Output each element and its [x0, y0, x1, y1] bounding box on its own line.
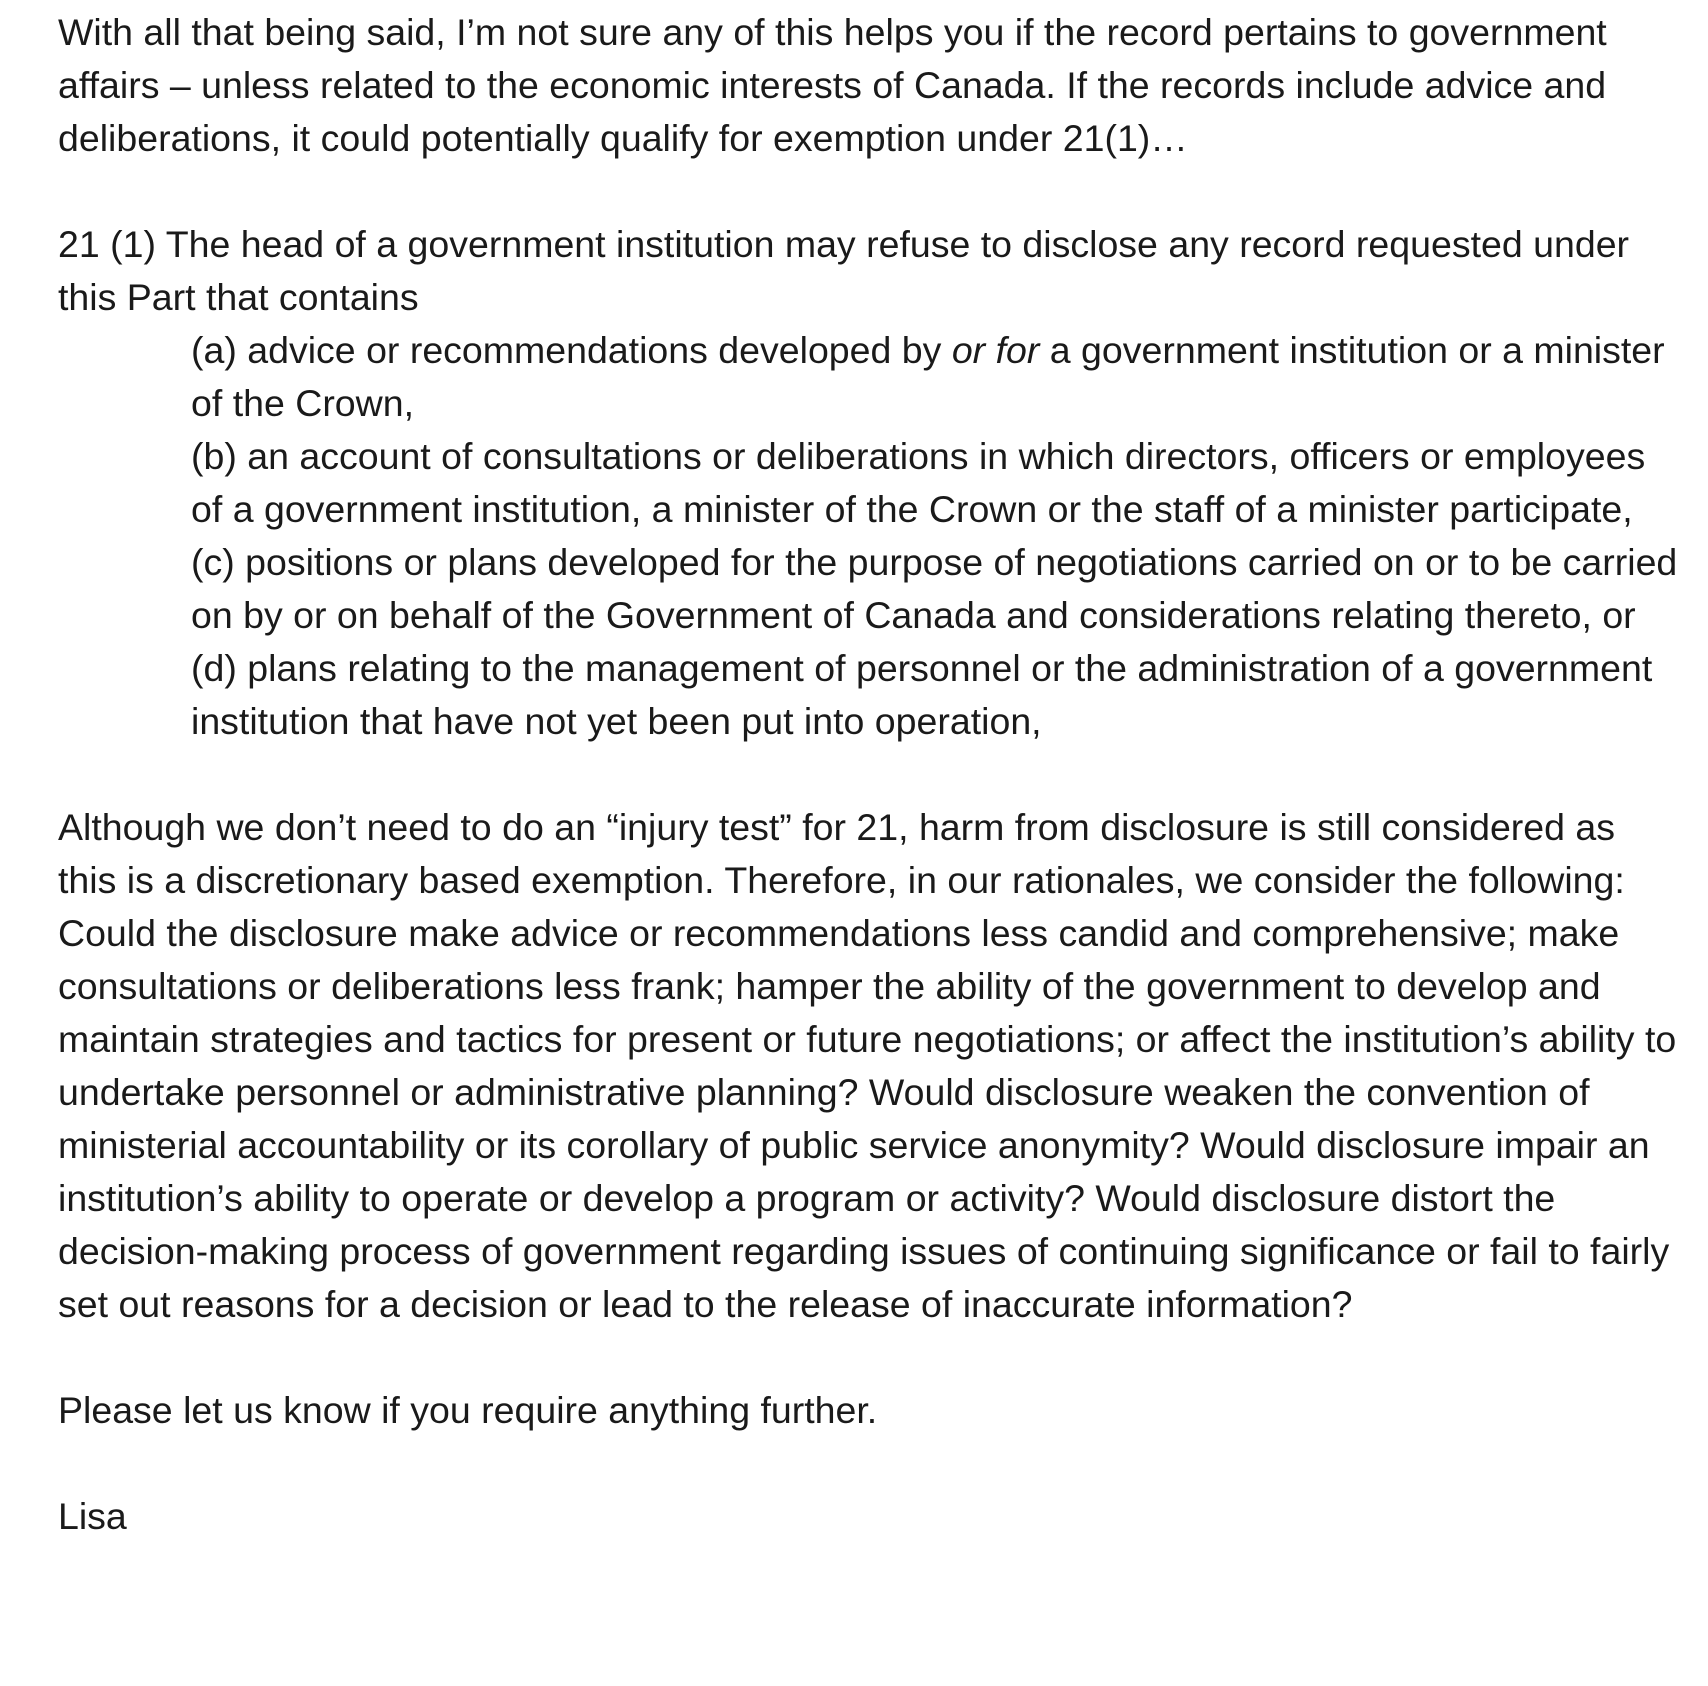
email-body [58, 6, 1678, 1543]
section-item-d: (d) plans relating to the management of personnel or the administration of a government institution that have not yet been put into operation, [191, 647, 1653, 742]
section-21-items [191, 324, 1678, 748]
intro-paragraph: With all that being said, I’m not sure any of this helps you if the record pertains to government affairs – unless related to the economic interests of Canada. If the records include advice and deliberations, it could potentially qualify for exemption under 21(1)… [58, 11, 1607, 159]
section-21-lead: 21 (1) The head of a government institution may refuse to disclose any record requested under this Part that contains [58, 223, 1630, 318]
closing-line: Please let us know if you require anything further. [58, 1389, 878, 1431]
spacer [58, 748, 1678, 801]
section-item-c: (c) positions or plans developed for the purpose of negotiations carried on or to be carried on by or on behalf of the Government of Canada and considerations relating thereto, or [191, 541, 1678, 636]
spacer [58, 165, 1678, 218]
discussion-paragraph: Although we don’t need to do an “injury test” for 21, harm from disclosure is still considered as this is a discretionary based exemption. Therefore, in our rationales, we consider the following: Could the disclosure make advice or recommendations less candid and comprehensive; make consultations or deliberations less frank; hamper the ability of the government to develop and maintain strategies and tactics for present or future negotiations; or affect the institution’s ability to undertake personnel or administrative planning? Would disclosure weaken the convention of ministerial accountability or its corollary of public service anonymity? Would disclosure impair an institution’s ability to operate or develop a program or activity? Would disclosure distort the decision-making process of government regarding issues of continuing significance or fail to fairly set out reasons for a decision or lead to the release of inaccurate information? [58, 806, 1677, 1325]
signature: Lisa [58, 1495, 127, 1537]
spacer [58, 1331, 1678, 1384]
item-a-text-end: a government institution or a minister of the Crown, [191, 329, 1665, 424]
item-a-text-start: (a) advice or recommendations developed by [191, 329, 952, 371]
section-item-b: (b) an account of consultations or deliberations in which directors, officers or employees of a government institution, a minister of the Crown or the staff of a minister participate, [191, 435, 1646, 530]
section-item-a [191, 324, 1678, 430]
spacer [58, 1437, 1678, 1490]
item-a-emphasis: or for [951, 329, 1040, 371]
